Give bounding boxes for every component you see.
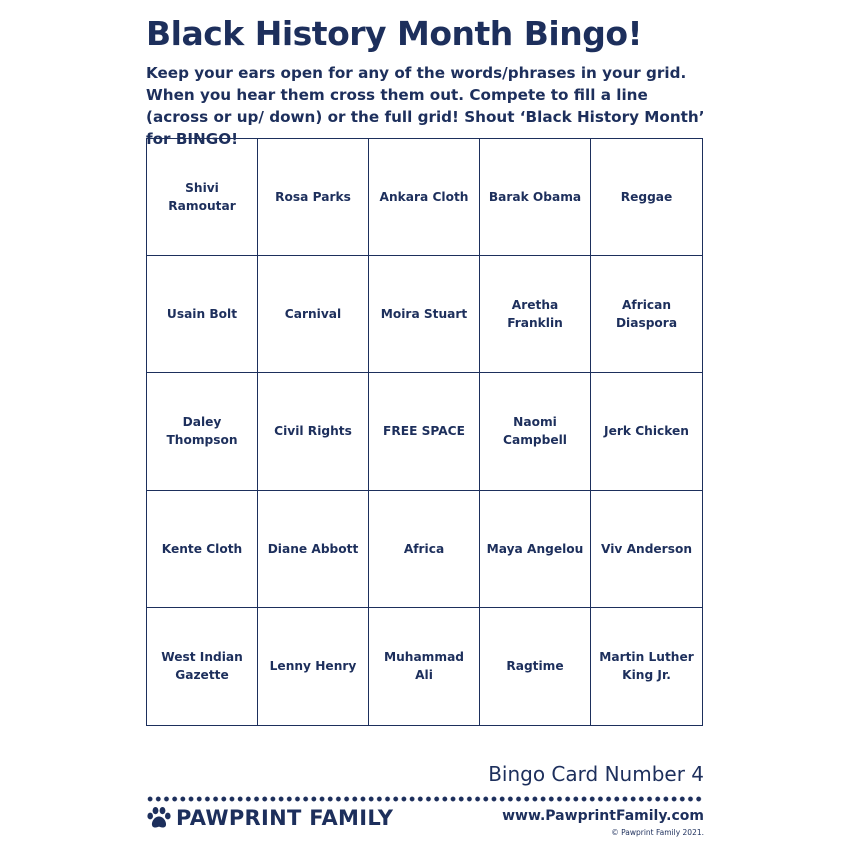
bingo-cell[interactable]: Naomi Campbell xyxy=(480,373,591,490)
copyright-notice: © Pawprint Family 2021. xyxy=(611,828,704,837)
page-title: Black History Month Bingo! xyxy=(146,14,643,53)
bingo-cell[interactable]: Muhammad Ali xyxy=(369,608,480,725)
bingo-cell[interactable]: West Indian Gazette xyxy=(147,608,258,725)
bingo-cell[interactable]: Ragtime xyxy=(480,608,591,725)
bingo-cell[interactable]: Moira Stuart xyxy=(369,256,480,373)
brand-logo xyxy=(146,806,393,830)
bingo-cell-free-space[interactable]: FREE SPACE xyxy=(369,373,480,490)
website-link[interactable]: www.PawprintFamily.com xyxy=(502,808,704,824)
bingo-cell[interactable]: Reggae xyxy=(591,139,702,256)
bingo-cell[interactable]: Shivi Ramoutar xyxy=(147,139,258,256)
bingo-cell[interactable]: Ankara Cloth xyxy=(369,139,480,256)
bingo-cell[interactable]: Maya Angelou xyxy=(480,491,591,608)
bingo-cell[interactable]: Kente Cloth xyxy=(147,491,258,608)
bingo-grid xyxy=(146,138,703,726)
bingo-cell[interactable]: Carnival xyxy=(258,256,369,373)
bingo-cell[interactable]: African Diaspora xyxy=(591,256,702,373)
bingo-cell[interactable]: Rosa Parks xyxy=(258,139,369,256)
bingo-cell[interactable]: Martin Luther King Jr. xyxy=(599,650,694,683)
bingo-cell[interactable]: Barak Obama xyxy=(480,139,591,256)
card-number-label: Bingo Card Number 4 xyxy=(488,762,704,786)
bingo-cell[interactable]: Lenny Henry xyxy=(258,608,369,725)
bingo-cell[interactable]: Jerk Chicken xyxy=(591,373,702,490)
dotted-divider xyxy=(146,796,703,802)
bingo-cell[interactable]: Diane Abbott xyxy=(258,491,369,608)
instructions: Keep your ears open for any of the words/phrases in your grid. When you hear them cross them out. Compete to fill a line (across or up/ down) or the full grid! Shout ‘Black History Month’ for BINGO! xyxy=(146,64,705,148)
brand-name: PAWPRINT FAMILY xyxy=(176,806,394,830)
bingo-cell[interactable]: Daley Thompson xyxy=(147,373,258,490)
bingo-cell[interactable]: Aretha Franklin xyxy=(480,256,591,373)
bingo-cell[interactable]: Africa xyxy=(369,491,480,608)
paw-print-icon xyxy=(146,806,172,830)
bingo-cell[interactable]: Usain Bolt xyxy=(147,256,258,373)
bingo-cell[interactable]: Viv Anderson xyxy=(591,491,702,608)
bingo-cell[interactable]: Civil Rights xyxy=(258,373,369,490)
